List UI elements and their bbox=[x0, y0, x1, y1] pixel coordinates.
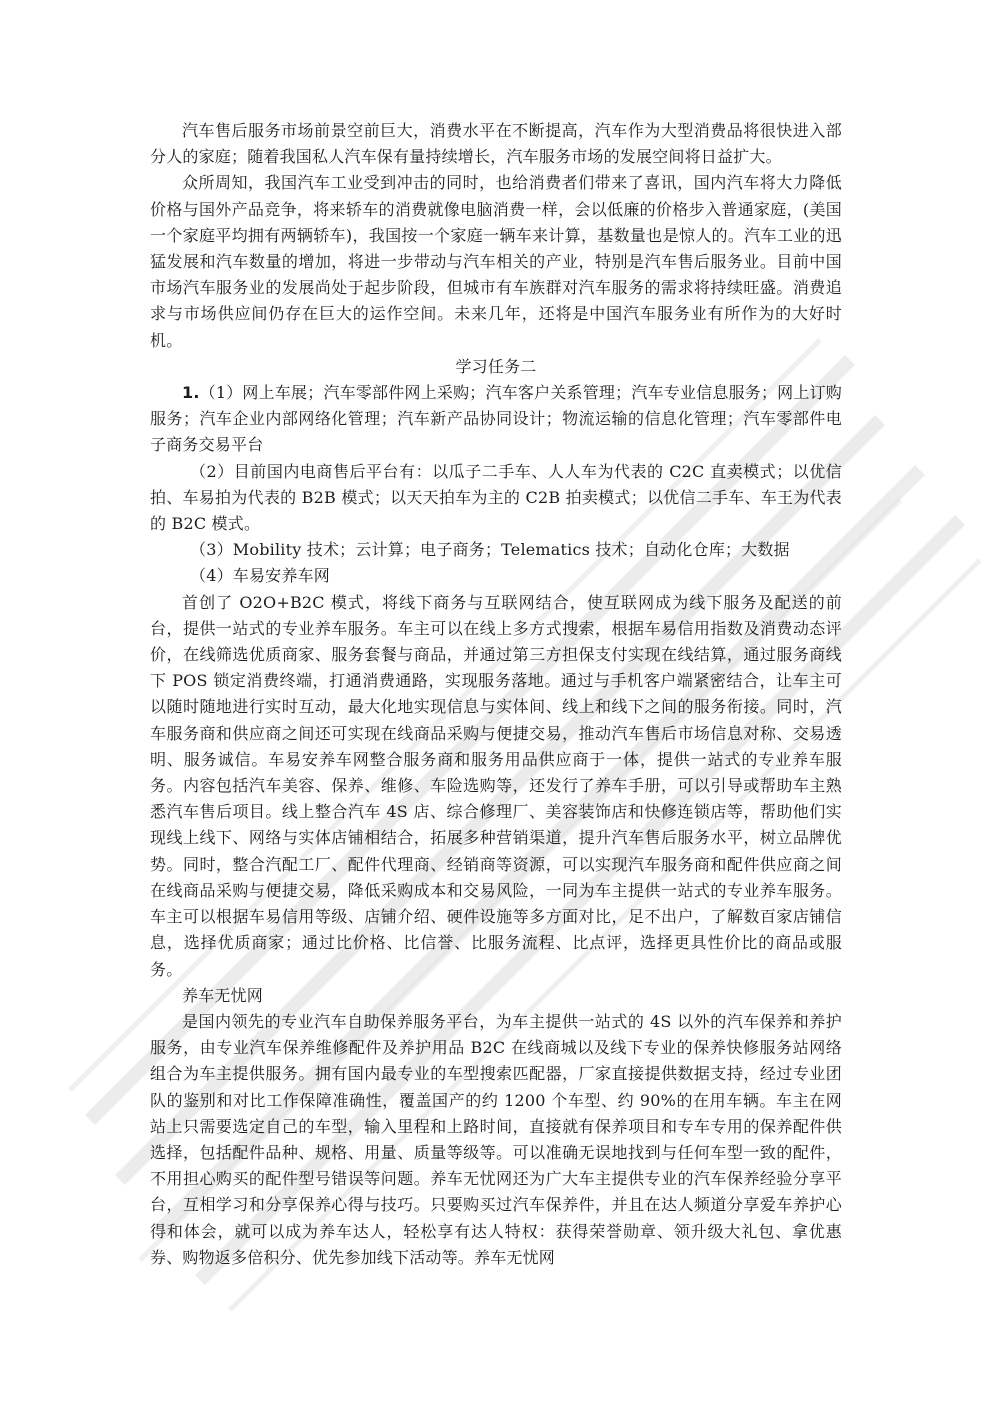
intro-paragraph-2: 众所周知，我国汽车工业受到冲击的同时，也给消费者们带来了喜讯，国内汽车将大力降低价格与国外产品竞争，将来轿车的消费就像电脑消费一样，会以低廉的价格步入普通家庭，(美国一个家庭平均拥有两辆轿车)，我国按一个家庭一辆车来计算，基数量也是惊人的。汽车工业的迅猛发展和汽车数量的增加，将进一步带动与汽车相关的产业，特别是汽车售后服务业。目前中国市场汽车服务业的发展尚处于起步阶段，但城市有车族群对汽车服务的需求将持续旺盛。消费追求与市场供应间仍存在巨大的运作空间。未来几年，还将是中国汽车服务业有所作为的大好时机。 bbox=[150, 173, 842, 350]
intro-paragraph-1: 汽车售后服务市场前景空前巨大，消费水平在不断提高，汽车作为大型消费品将很快进入部分人的家庭；随着我国私人汽车保有量持续增长，汽车服务市场的发展空间将日益扩大。 bbox=[150, 121, 842, 167]
yangche-paragraph: 是国内领先的专业汽车自助保养服务平台，为车主提供一站式的 4S 以外的汽车保养和养护服务，由专业汽车保养维修配件及养护用品 B2C 在线商城以及线下专业的保养快修服务站网络组合为车主提供服务。拥有国内最专业的车型搜索匹配器，厂家直接提供数据支持，经过专业团队的鉴别和对比工作保障准确性，覆盖国产的约 1200 个车型、约 90%的在用车辆。车主在网站上只需要选定自己的车型，输入里程和上路时间，直接就有保养项目和专车专用的保养配件供选择，包括配件品种、规格、用量、质量等级等。可以准确无误地找到与任何车型一致的配件，不用担心购买的配件型号错误等问题。养车无忧网还为广大车主提供专业的汽车保养经验分享平台，互相学习和分享保养心得与技巧。只要购买过汽车保养件，并且在达人频道分享爱车养护心得和体会，就可以成为养车达人，轻松享有达人特权：获得荣誉勋章、领升级大礼包、拿优惠券、购物返多倍积分、优先参加线下活动等。养车无忧网 bbox=[150, 1011, 842, 1267]
question-1-part-1 bbox=[150, 380, 842, 459]
yangche-title: 养车无忧网 bbox=[182, 985, 264, 1005]
section-title: 学习任务二 bbox=[455, 356, 537, 376]
question-1-part-2: （2）目前国内电商售后平台有：以瓜子二手车、人人车为代表的 C2C 直卖模式；以优信拍、车易拍为代表的 B2B 模式；以天天拍车为主的 C2B 拍卖模式；以优信二手车、车王为代表的 B2C 模式。 bbox=[150, 461, 842, 534]
question-1-part-1-text: （1）网上车展；汽车零部件网上采购；汽车客户关系管理；汽车专业信息服务；网上订购服务；汽车企业内部网络化管理；汽车新产品协同设计；物流运输的信息化管理；汽车零部件电子商务交易平台 bbox=[150, 383, 842, 455]
cheyian-paragraph: 首创了 O2O+B2C 模式，将线下商务与互联网结合，使互联网成为线下服务及配送的前台，提供一站式的专业养车服务。车主可以在线上多方式搜索，根据车易信用指数及消费动态评价，在线筛选优质商家、服务套餐与商品，并通过第三方担保支付实现在线结算，通过服务商线下 POS 锁定消费终端，打通消费通路，实现服务落地。通过与手机客户端紧密结合，让车主可以随时随地进行实时互动，最大化地实现信息与实体间、线上和线下之间的服务衔接。同时，汽车服务商和供应商之间还可实现在线商品采购与便捷交易，推动汽车售后市场信息对称、交易透明、服务诚信。车易安养车网整合服务商和服务用品供应商于一体，提供一站式的专业养车服务。内容包括汽车美容、保养、维修、车险选购等，还发行了养车手册，可以引导或帮助车主熟悉汽车售后项目。线上整合汽车 4S 店、综合修理厂、美容装饰店和快修连锁店等，帮助他们实现线上线下、网络与实体店铺相结合，拓展多种营销渠道，提升汽车售后服务水平，树立品牌优势。同时，整合汽配工厂、配件代理商、经销商等资源，可以实现汽车服务商和配件供应商之间在线商品采购与便捷交易，降低采购成本和交易风险，一同为车主提供一站式的专业养车服务。车主可以根据车易信用等级、店铺介绍、硬件设施等多方面对比，足不出户，了解数百家店铺信息，选择优质商家；通过比价格、比信誉、比服务流程、比点评，选择更具性价比的商品或服务。 bbox=[150, 592, 842, 979]
question-1-part-4: （4）车易安养车网 bbox=[190, 566, 330, 586]
document-body bbox=[150, 118, 842, 1271]
question-number: 1. bbox=[182, 383, 200, 403]
question-1-part-3: （3）Mobility 技术；云计算；电子商务；Telematics 技术；自动化仓库；大数据 bbox=[190, 540, 790, 560]
